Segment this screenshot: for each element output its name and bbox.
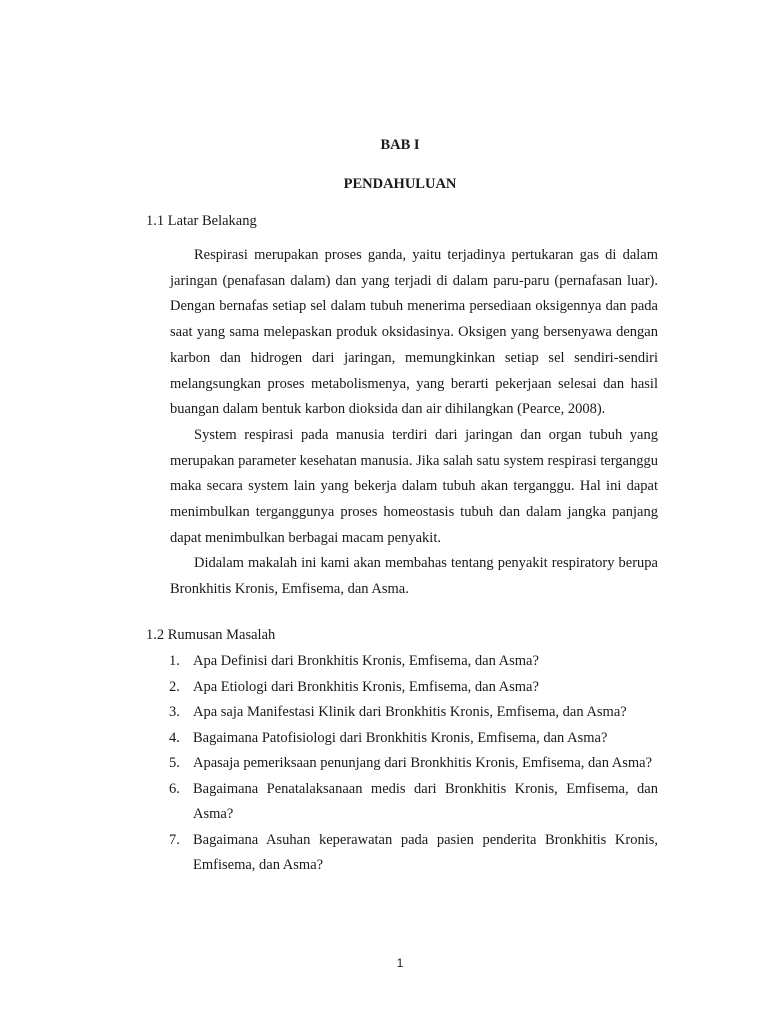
list-item — [146, 675, 658, 701]
section-body-latar-belakang — [170, 243, 658, 603]
list-item-number: 5. — [169, 755, 180, 771]
list-item-number: 2. — [169, 678, 180, 695]
list-item-number: 3. — [169, 704, 180, 720]
problem-list — [146, 649, 658, 879]
paragraph: Didalam makalah ini kami akan membahas tentang penyakit respiratory berupa Bronkhitis Kronis, Emfisema, dan Asma. — [170, 555, 658, 598]
paragraph: Respirasi merupakan proses ganda, yaitu terjadinya pertukaran gas di dalam jaringan (penafasan dalam) dan yang terjadi di dalam paru-paru (pernafasan luar). Dengan bernafas setiap sel dalam tubuh menerima persediaan oksigennya dan pada saat yang sama melepaskan produk oksidasinya. Oksigen yang bersenyawa dengan karbon dan hidrogen dari jaringan, memungkinkan setiap sel sendiri-sendiri melangsungkan proses metabolismenya, yang berarti pekerjaan selesai dan hasil buangan dalam bentuk karbon dioksida dan air dihilangkan (Pearce, 2008). — [170, 247, 658, 418]
list-item — [146, 726, 658, 752]
list-item-text: Apasaja pemeriksaan penunjang dari Bronkhitis Kronis, Emfisema, dan Asma? — [193, 755, 653, 771]
paragraph: System respirasi pada manusia terdiri dari jaringan dan organ tubuh yang merupakan parameter kesehatan manusia. Jika salah satu system respirasi terganggu maka secara system lain yang bekerja dalam tubuh akan terganggu. Hal ini dapat menimbulkan terganggunya proses homeostasis tubuh dan dalam jangka panjang dapat menimbulkan berbagai macam penyakit. — [170, 426, 658, 546]
list-item-number: 4. — [169, 729, 180, 746]
list-item — [146, 751, 658, 777]
list-item — [146, 828, 658, 879]
list-item-text: Apa Etiologi dari Bronkhitis Kronis, Emfisema, dan Asma? — [193, 678, 539, 695]
list-item — [146, 777, 658, 828]
list-item-number: 1. — [169, 653, 180, 669]
section-heading-rumusan-masalah: 1.2 Rumusan Masalah — [146, 627, 276, 643]
list-item-number: 6. — [169, 780, 180, 797]
chapter-title: PENDAHULUAN — [343, 176, 457, 192]
list-item — [146, 649, 658, 675]
list-item-number: 7. — [169, 831, 180, 848]
page-number: 1 — [396, 956, 404, 970]
section-heading-latar-belakang: 1.1 Latar Belakang — [146, 213, 257, 229]
list-item-text: Bagaimana Penatalaksanaan medis dari Bronkhitis Kronis, Emfisema, dan Asma? — [193, 780, 658, 822]
list-item — [146, 700, 658, 726]
list-item-text: Bagaimana Patofisiologi dari Bronkhitis Kronis, Emfisema, dan Asma? — [193, 729, 608, 746]
list-item-text: Bagaimana Asuhan keperawatan pada pasien penderita Bronkhitis Kronis, Emfisema, dan Asma? — [193, 831, 658, 873]
chapter-number: BAB I — [380, 137, 420, 153]
list-item-text: Apa Definisi dari Bronkhitis Kronis, Emfisema, dan Asma? — [193, 653, 539, 669]
list-item-text: Apa saja Manifestasi Klinik dari Bronkhitis Kronis, Emfisema, dan Asma? — [193, 704, 627, 720]
